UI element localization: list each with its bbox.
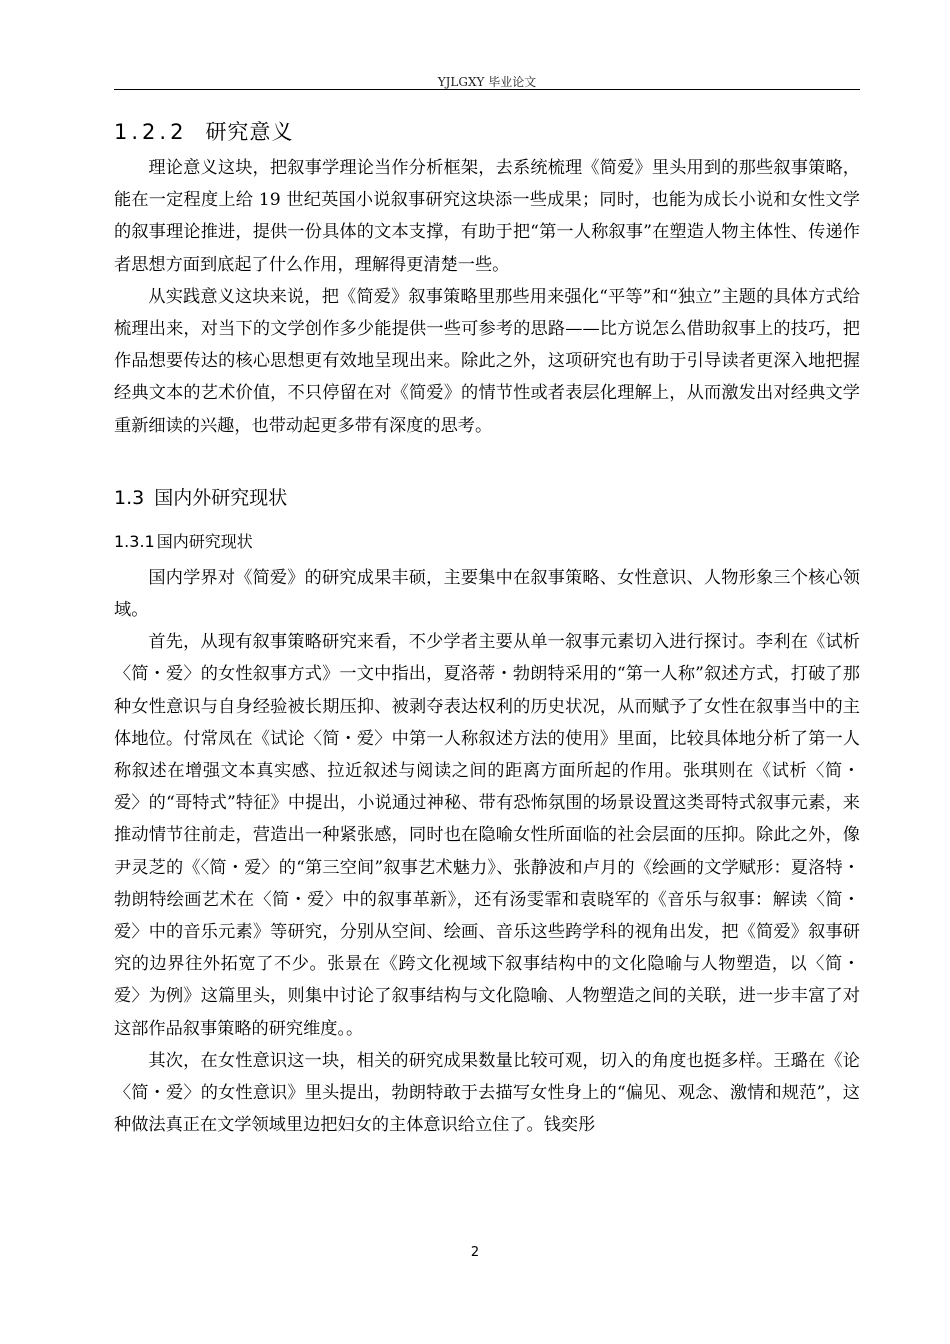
section-number: 1.2.2 bbox=[114, 120, 188, 144]
paragraph: 理论意义这块，把叙事学理论当作分析框架，去系统梳理《简爱》里头用到的那些叙事策略，能在一定程度上给 19 世纪英国小说叙事研究这块添一些成果；同时，也能为成长小说和女性文学的叙事理论推进，提供一份具体的文本支撑，有助于把“第一人称叙事”在塑造人物主体性、传递作者思想方面到底起了什么作用，理解得更清楚一些。 bbox=[114, 158, 860, 275]
section-heading-1-2-2 bbox=[114, 112, 860, 152]
subsection-heading-1-3-1 bbox=[114, 522, 860, 562]
paragraph: 国内学界对《简爱》的研究成果丰硕，主要集中在叙事策略、女性意识、人物形象三个核心领域。 bbox=[114, 567, 860, 621]
subsection-title: 国内研究现状 bbox=[156, 531, 253, 551]
section-heading-1-3 bbox=[114, 478, 860, 518]
paragraph: 首先，从现有叙事策略研究来看，不少学者主要从单一叙事元素切入进行探讨。李利在《试析〈简・爱〉的女性叙事方式》一文中指出，夏洛蒂・勃朗特采用的“第一人称”叙述方式，打破了那种女性意识与自身经验被长期压抑、被剥夺表达权利的历史状况，从而赋予了女性在叙事当中的主体地位。付常凤在《试论〈简・爱〉中第一人称叙述方法的使用》里面，比较具体地分析了第一人称叙述在增强文本真实感、拉近叙述与阅读之间的距离方面所起的作用。张琪则在《试析〈简・爱〉的“哥特式”特征》中提出，小说通过神秘、带有恐怖氛围的场景设置这类哥特式叙事元素，来推动情节往前走，营造出一种紧张感，同时也在隐喻女性所面临的社会层面的压抑。除此之外，像尹灵芝的《〈简・爱〉的“第三空间”叙事艺术魅力》、张静波和卢月的《绘画的文学赋形：夏洛特・勃朗特绘画艺术在〈简・爱〉中的叙事革新》，还有汤雯霏和袁晓军的《音乐与叙事：解读〈简・爱〉中的音乐元素》等研究，分别从空间、绘画、音乐这些跨学科的视角出发，把《简爱》叙事研究的边界往外拓宽了不少。张景在《跨文化视域下叙事结构中的文化隐喻与人物塑造，以〈简・爱〉为例》这篇里头，则集中讨论了叙事结构与文化隐喻、人物塑造之间的关联，进一步丰富了对这部作品叙事策略的研究维度。。 bbox=[114, 632, 860, 1039]
subsection-number: 1.3.1 bbox=[114, 531, 155, 551]
paragraph: 从实践意义这块来说，把《简爱》叙事策略里那些用来强化“平等”和“独立”主题的具体方式给梳理出来，对当下的文学创作多少能提供一些可参考的思路——比方说怎么借助叙事上的技巧，把作品想要传达的核心思想更有效地呈现出来。除此之外，这项研究也有助于引导读者更深入地把握经典文本的艺术价值，不只停留在对《简爱》的情节性或者表层化理解上，从而激发出对经典文学重新细读的兴趣，也带动起更多带有深度的思考。 bbox=[114, 286, 860, 436]
running-header: YJLGXY 毕业论文 bbox=[437, 75, 537, 89]
section-title: 国内外研究现状 bbox=[154, 486, 288, 509]
page-body bbox=[114, 112, 860, 1141]
header-rule bbox=[114, 89, 860, 90]
section-title: 研究意义 bbox=[205, 120, 294, 144]
page-number: 2 bbox=[470, 1245, 480, 1260]
paragraph: 其次，在女性意识这一块，相关的研究成果数量比较可观，切入的角度也挺多样。王璐在《论〈简・爱〉的女性意识》里头提出，勃朗特敢于去描写女性身上的“偏见、观念、激情和规范”，这种做法真正在文学领域里边把妇女的主体意识给立住了。钱奕彤 bbox=[114, 1050, 860, 1136]
section-number: 1.3 bbox=[114, 486, 145, 509]
